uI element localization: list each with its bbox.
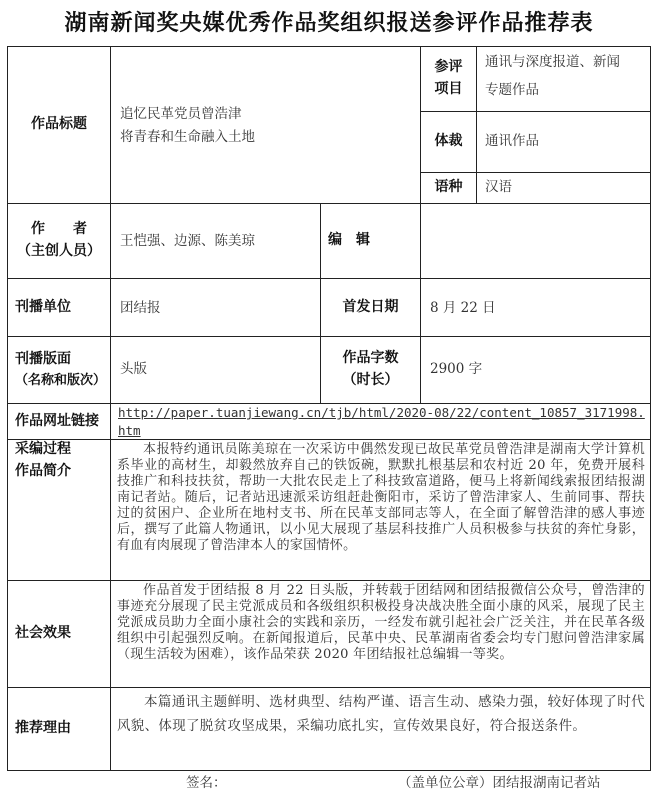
process-label-line-1: 采编过程: [15, 441, 71, 457]
effect-label: 社会效果: [15, 625, 71, 642]
word-count-label-line-1: 作品字数: [342, 350, 399, 367]
category-label: [420, 46, 477, 112]
author-label: [7, 203, 111, 279]
work-title-label: 作品标题: [31, 116, 87, 133]
process-label-line-2: 作品简介: [15, 462, 71, 479]
category-label-line-1: 参评: [434, 59, 463, 76]
stamp-text: （盖单位公章）团结报湖南记者站: [398, 775, 601, 791]
process-label: [9, 439, 111, 581]
process-text: 本报特约通讯员陈美琼在一次采访中偶然发现已故民革党员曾浩津是湖南大学计算机系毕业的高材生，却毅然放弃自己的铁饭碗，默默扎根基层和农村近 20 年，免费开展科技推广和科技扶贫，帮助一大批农民走上了科技致富道路，便马上将新闻线索报团结报湖南记者站。随后，记者站迅速派采访组赶赴衡阳市，采访了曾浩津家人、生前同事、帮扶过的贫困户、企业所在地村支书、所在民革支部同志等人，在全面了解曾浩津的感人事迹后，撰写了此篇人物通讯，以小见大展现了基层科技推广人员积极参与扶贫的奔忙身影，有血有肉展现了曾浩津本人的家国情怀。: [117, 442, 645, 553]
editor-value-cell: [420, 203, 651, 279]
word-count-label: [320, 336, 421, 404]
work-url-link[interactable]: http://paper.tuanjiewang.cn/tjb/html/2020-08/22/content_10857_3171998.htm: [118, 405, 645, 438]
publisher-value: 团结报: [120, 300, 161, 316]
language-label: 语种: [434, 179, 463, 196]
page-title: 湖南新闻奖央媒优秀作品奖组织报送参评作品推荐表: [64, 11, 594, 36]
word-count-label-line-2: （时长）: [342, 372, 399, 388]
editor-label: 编 辑: [328, 232, 370, 249]
word-count-value: 2900 字: [430, 361, 483, 377]
page-label: [9, 336, 111, 404]
author-value: 王恺强、边源、陈美琼: [120, 233, 255, 249]
page-label-line-1: 刊播版面: [15, 351, 71, 368]
signature-label: 签名：: [186, 775, 227, 791]
genre-label: 体裁: [434, 133, 463, 150]
publisher-label: 刊播单位: [15, 298, 71, 315]
language-value: 汉语: [485, 179, 512, 195]
page-value: 头版: [120, 361, 147, 377]
first-date-value: 8 月 22 日: [430, 300, 496, 316]
category-label-line-2: 项目: [434, 81, 463, 97]
author-label-line-2: （主创人员）: [17, 243, 101, 259]
page-label-line-2: （名称和版次）: [15, 372, 107, 388]
work-title-line-2: 将青春和生命融入土地: [120, 129, 255, 145]
reason-text: 本篇通讯主题鲜明、选材典型、结构严谨、语言生动、感染力强，较好体现了时代风貌、体现了脱贫攻坚成果，采编功底扎实，宣传效果良好，符合报送条件。: [117, 694, 645, 734]
category-value-line-2: 专题作品: [485, 82, 539, 98]
url-label: 作品网址链接: [15, 412, 99, 429]
work-title-line-1: 追忆民革党员曾浩津: [120, 106, 242, 122]
category-value-line-1: 通讯与深度报道、新闻: [485, 54, 620, 70]
author-label-line-1: 作 者: [31, 221, 87, 238]
effect-text: 作品首发于团结报 8 月 22 日头版，并转载于团结网和团结报微信公众号，曾浩津的事迹充分展现了民主党派成员和各级组织积极投身决战决胜全面小康的风采，展现了民主党派成员助力全面小康社会的实践和亲历，一经发布就引起社会广泛关注，并在民革各级组织中引起强烈反响。在新闻报道后，民革中央、民革湖南省委会均专门慰问曾浩津家属（现生活较为困难），该作品荣获 2020 年团结报社总编辑一等奖。: [117, 583, 645, 662]
genre-value: 通讯作品: [485, 133, 539, 149]
reason-label: 推荐理由: [15, 720, 71, 737]
first-date-label: 首发日期: [342, 298, 399, 315]
